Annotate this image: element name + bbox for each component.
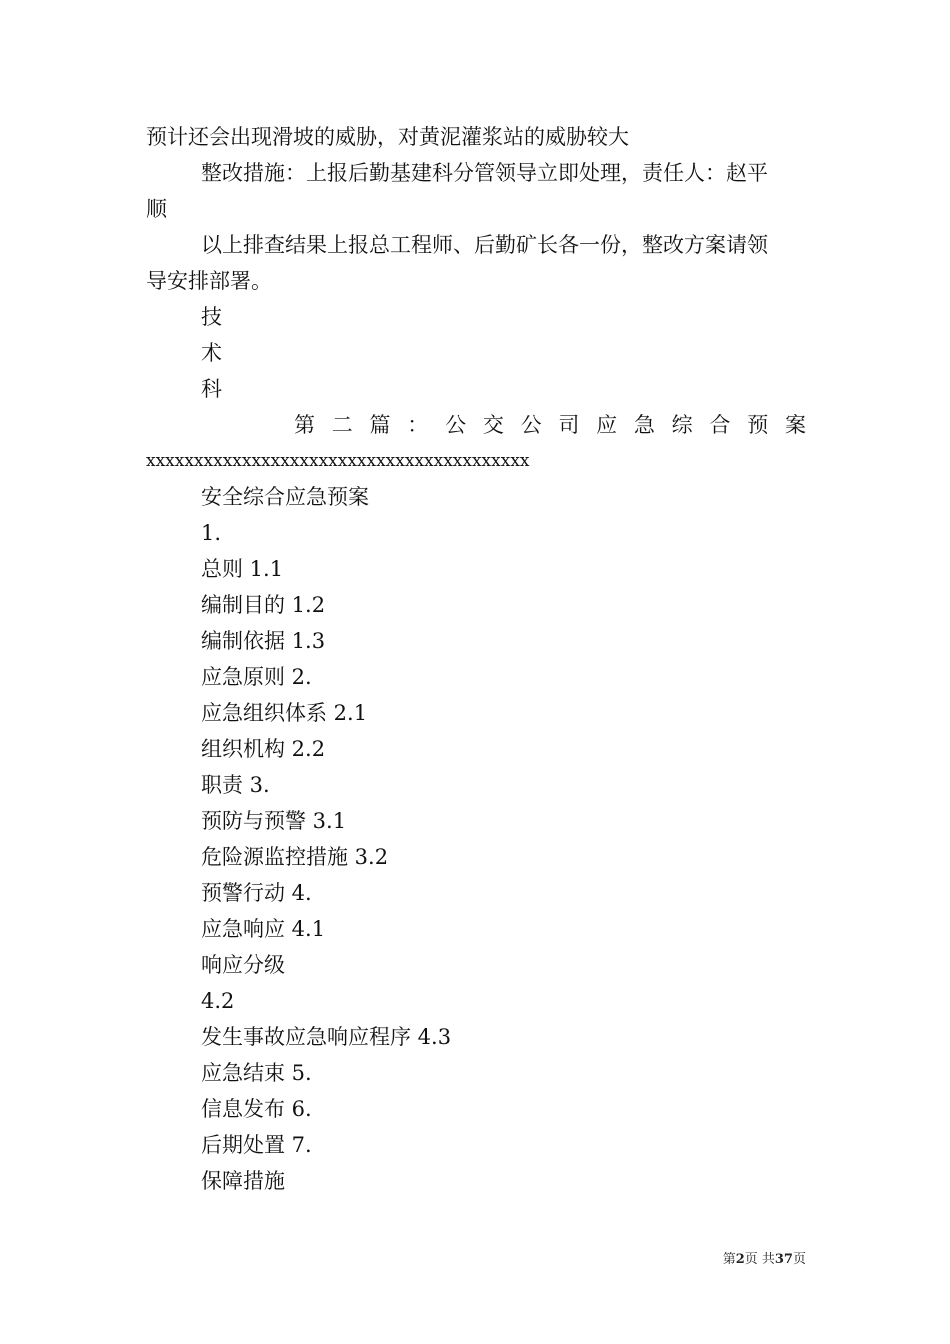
toc-line: 职责 3.: [201, 773, 270, 797]
signature-char: 科: [201, 377, 222, 401]
toc-line: 发生事故应急响应程序 4.3: [201, 1025, 452, 1049]
heading-char: 综: [671, 413, 693, 437]
heading-char: 公: [520, 413, 542, 437]
document-body: [146, 119, 806, 1199]
paragraph-line: 导安排部署。: [146, 269, 272, 293]
toc-line: 预防与预警 3.1: [201, 809, 347, 833]
heading-char: 二: [331, 413, 353, 437]
toc-line: 后期处置 7.: [201, 1133, 312, 1157]
paragraph-line: 顺: [146, 197, 167, 221]
page-footer: [723, 1248, 806, 1267]
toc-line: 安全综合应急预案: [201, 485, 369, 509]
toc-line: 应急结束 5.: [201, 1061, 312, 1085]
heading-char: 司: [558, 413, 580, 437]
heading-char: 案: [784, 413, 806, 437]
paragraph-line: 以上排查结果上报总工程师、后勤矿长各一份，整改方案请领: [201, 233, 768, 257]
toc-line: 应急响应 4.1: [201, 917, 326, 941]
heading-char: 篇: [369, 413, 391, 437]
toc-line: 保障措施: [201, 1169, 285, 1193]
toc-line: 应急组织体系 2.1: [201, 701, 368, 725]
toc-line: 1.: [201, 521, 222, 545]
heading-char: 预: [747, 413, 769, 437]
footer-total-pages: 37: [774, 1252, 793, 1267]
footer-prefix: 第: [722, 1252, 736, 1267]
toc-line: 预警行动 4.: [201, 881, 312, 905]
paragraph-line: 预计还会出现滑坡的威胁，对黄泥灌浆站的威胁较大: [146, 125, 629, 149]
placeholder-x-line: xxxxxxxxxxxxxxxxxxxxxxxxxxxxxxxxxxxxxxxx: [146, 451, 530, 471]
paragraph-line: 整改措施：上报后勤基建科分管领导立即处理，责任人：赵平: [201, 161, 768, 185]
footer-page-number: 2: [735, 1252, 745, 1267]
toc-line: 编制依据 1.3: [201, 629, 326, 653]
heading-char: 交: [482, 413, 504, 437]
toc-line: 应急原则 2.: [201, 665, 312, 689]
heading-char: 公: [445, 413, 467, 437]
heading-char: ：: [407, 413, 429, 437]
toc-line: 4.2: [201, 989, 235, 1013]
section-heading: [146, 407, 806, 443]
heading-char: 合: [709, 413, 731, 437]
heading-char: 第: [294, 413, 315, 437]
toc-line: 总则 1.1: [201, 557, 284, 581]
toc-line: 编制目的 1.2: [201, 593, 326, 617]
toc-line: 信息发布 6.: [201, 1097, 312, 1121]
toc-list: [146, 479, 806, 1199]
signature-char: 技: [201, 305, 222, 329]
heading-char: 应: [596, 413, 618, 437]
footer-suffix: 页: [792, 1252, 806, 1267]
toc-line: 响应分级: [201, 953, 285, 977]
toc-line: 危险源监控措施 3.2: [201, 845, 389, 869]
footer-mid: 页 共: [744, 1252, 775, 1267]
toc-line: 组织机构 2.2: [201, 737, 326, 761]
signature-char: 术: [201, 341, 222, 365]
heading-char: 急: [633, 413, 655, 437]
